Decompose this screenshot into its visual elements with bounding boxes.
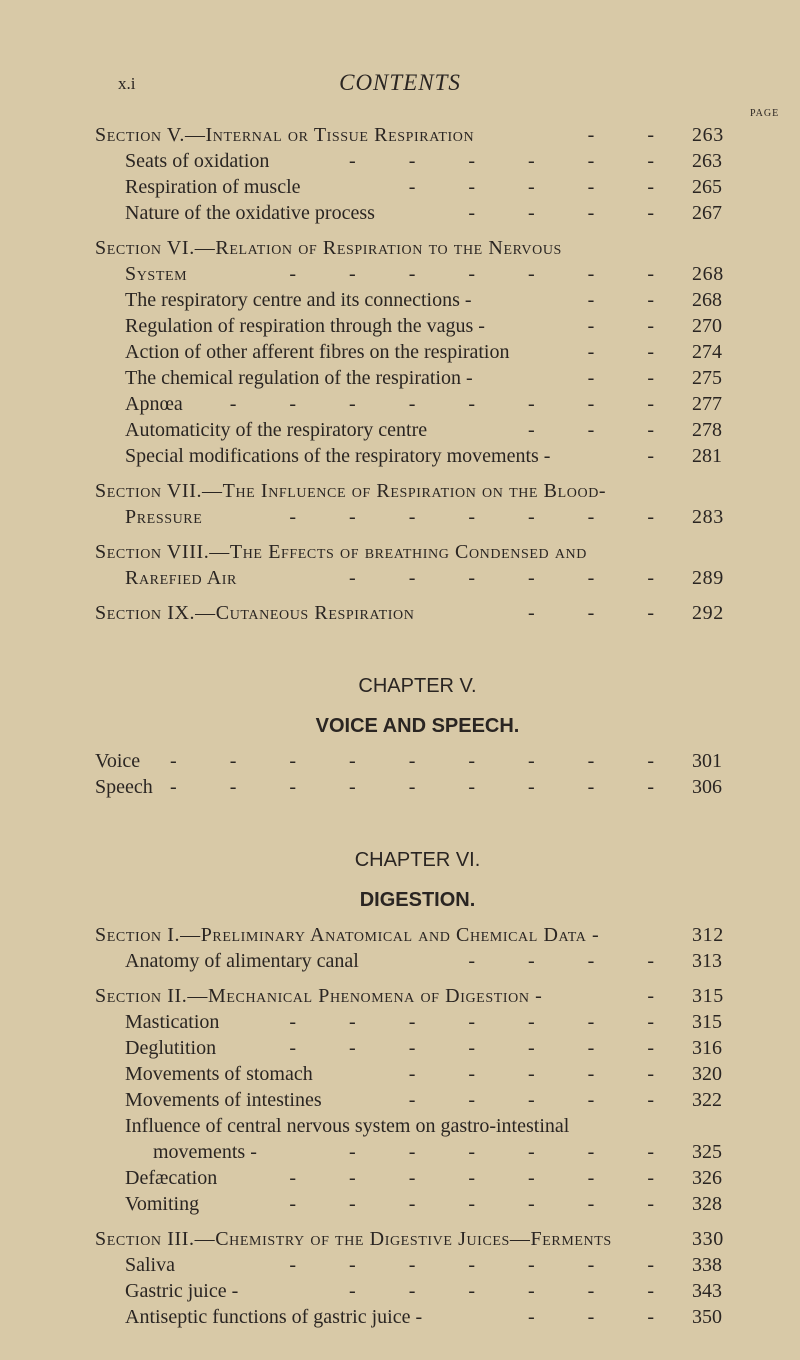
page-number: 268 [692, 263, 724, 285]
toc-section-entry: Section VI.—Relation of Respiration to the Nervous [95, 237, 562, 259]
page-number: 312 [692, 924, 724, 946]
toc-entry-continued: movements - - - - - - - 325 [95, 1139, 740, 1165]
toc-entry: Deglutition - - - - - - - 316 [95, 1035, 740, 1061]
toc-entry: Action of other afferent fibres on the respiration - - 274 [95, 339, 740, 365]
toc-entry: Nature of the oxidative process - - - - 267 [95, 200, 740, 226]
page-header [0, 70, 800, 100]
toc-entry: Defæcation - - - - - - - 326 [95, 1165, 740, 1191]
page-number: 325 [692, 1141, 722, 1163]
page-number: 328 [692, 1193, 722, 1215]
page-number: 270 [692, 315, 722, 337]
toc-section-entry: Section I.—Preliminary Anatomical and Chemical Data - 312 [95, 922, 740, 948]
page-column-label: PAGE [750, 108, 780, 119]
toc-entry: Seats of oxidation - - - - - - 263 [95, 148, 740, 174]
toc-section-entry-continued: Pressure - - - - - - - 283 [95, 504, 740, 530]
toc-entry: Movements of intestines - - - - - 322 [95, 1087, 740, 1113]
toc-entry: Automaticity of the respiratory centre - - - 278 [95, 417, 740, 443]
toc-entry: Apnœa - - - - - - - - 277 [95, 391, 740, 417]
page-number: 289 [692, 567, 724, 589]
page-number: 265 [692, 176, 722, 198]
page-number: 275 [692, 367, 722, 389]
chapter-vi-title: DIGESTION. [359, 889, 476, 911]
page-number: 326 [692, 1167, 722, 1189]
toc-section-entry: Section VIII.—The Effects of breathing Condensed and [95, 541, 587, 563]
toc-entry: Movements of stomach - - - - - 320 [95, 1061, 740, 1087]
page-number: 350 [692, 1306, 722, 1328]
toc-entry: Gastric juice - - - - - - - 343 [95, 1278, 740, 1304]
page-number: 320 [692, 1063, 722, 1085]
chapter-v-title: VOICE AND SPEECH. [315, 715, 520, 737]
toc-entry: Regulation of respiration through the vagus - - - 270 [95, 313, 740, 339]
contents-list [95, 122, 740, 1330]
chapter-v-number: CHAPTER V. [358, 675, 477, 697]
toc-entry: Influence of central nervous system on gastro-intestinal [125, 1115, 570, 1137]
toc-section-entry: Section IX.—Cutaneous Respiration - - - 292 [95, 600, 740, 626]
toc-entry: Anatomy of alimentary canal - - - - 313 [95, 948, 740, 974]
page-number: 281 [692, 445, 722, 467]
toc-entry: Saliva - - - - - - - 338 [95, 1252, 740, 1278]
page-number: 283 [692, 506, 724, 528]
page-number: 338 [692, 1254, 722, 1276]
page-number: 315 [692, 1011, 722, 1033]
toc-entry: Special modifications of the respiratory movements - - 281 [95, 443, 740, 469]
page-number: 278 [692, 419, 722, 441]
toc-section-entry: Section V.—Internal or Tissue Respiration 263 - - [95, 122, 740, 148]
toc-entry: Antiseptic functions of gastric juice - - - - 350 [95, 1304, 740, 1330]
toc-section-entry-continued: System - - - - - - - 268 [95, 261, 740, 287]
page-number: 263 [692, 150, 722, 172]
page-number: 267 [692, 202, 722, 224]
page-number: 313 [692, 950, 722, 972]
page-number: 306 [692, 776, 722, 798]
toc-section-entry-continued: Rarefied Air - - - - - - 289 [95, 565, 740, 591]
page-number: 330 [692, 1228, 724, 1250]
chapter-vi-number: CHAPTER VI. [354, 849, 481, 871]
folio-number: x.i [118, 74, 136, 93]
page-number: 277 [692, 393, 722, 415]
page-number: 274 [692, 341, 722, 363]
page-number: 268 [692, 289, 722, 311]
toc-section-entry: Section II.—Mechanical Phenomena of Digestion - - 315 [95, 983, 740, 1009]
toc-section-entry: Section VII.—The Influence of Respiration on the Blood- [95, 480, 607, 502]
page-number: 322 [692, 1089, 722, 1111]
toc-entry: Speech - - - - - - - - - 306 [95, 774, 740, 800]
toc-entry: Mastication - - - - - - - 315 [95, 1009, 740, 1035]
page-number: 263 [692, 124, 724, 146]
toc-entry: Respiration of muscle - - - - - 265 [95, 174, 740, 200]
page-number: 301 [692, 750, 722, 772]
page-number: 315 [692, 985, 724, 1007]
toc-entry: The respiratory centre and its connections - - - 268 [95, 287, 740, 313]
running-title: CONTENTS [339, 70, 461, 95]
toc-entry: Vomiting - - - - - - - 328 [95, 1191, 740, 1217]
toc-entry: The chemical regulation of the respiration - - - 275 [95, 365, 740, 391]
toc-entry: Voice - - - - - - - - - 301 [95, 748, 740, 774]
page-number: 343 [692, 1280, 722, 1302]
page-number: 292 [692, 602, 724, 624]
page-number: 316 [692, 1037, 722, 1059]
toc-section-entry: Section III.—Chemistry of the Digestive Juices—Ferments 330 [95, 1226, 740, 1252]
